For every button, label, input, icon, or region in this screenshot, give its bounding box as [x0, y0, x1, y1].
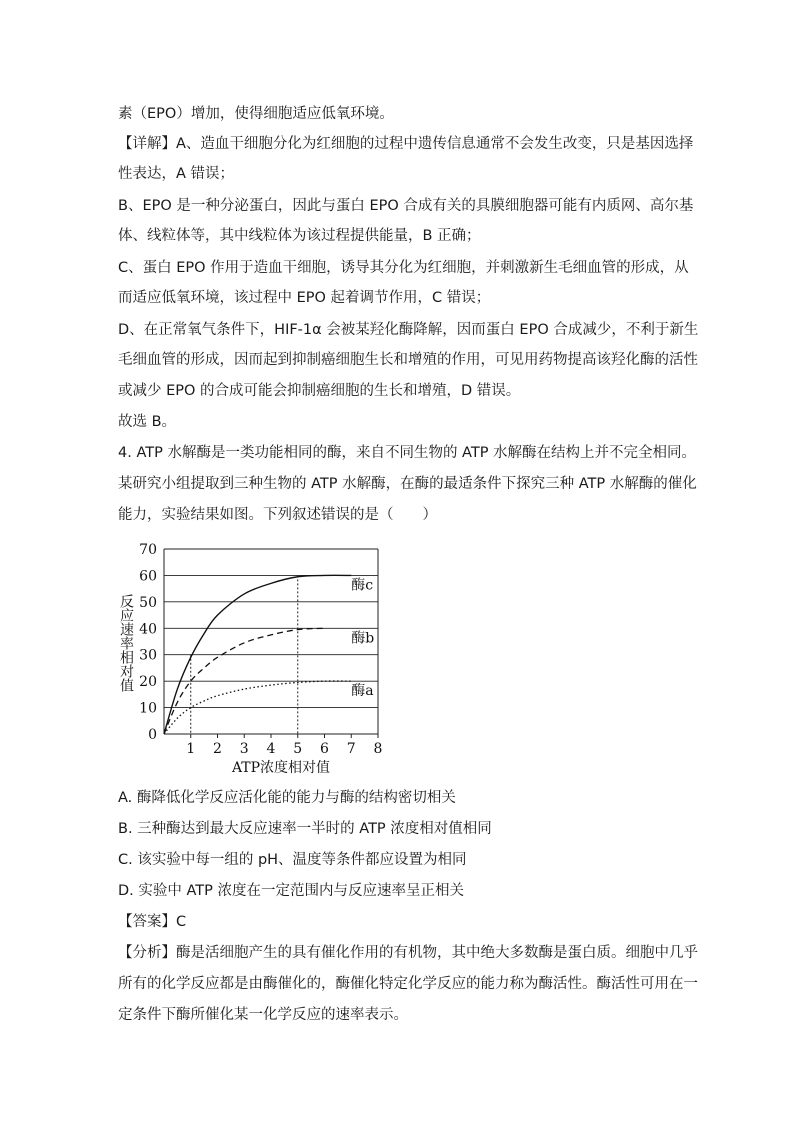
option-a: A. 酶降低化学反应活化能的能力与酶的结构密切相关 — [118, 790, 456, 806]
x-tick-label: 1 — [186, 741, 196, 757]
question-stem-line: 能力，实验结果如图。下列叙述错误的是（ ） — [118, 507, 437, 523]
text-line: D、在正常氧气条件下，HIF-1α 会被某羟化酶降解，因而蛋白 EPO 合成减少，不利于新生 — [118, 322, 699, 338]
analysis-line: 【分析】酶是活细胞产生的具有催化作用的有机物，其中绝大多数酶是蛋白质。细胞中几乎 — [118, 945, 698, 961]
text-line: 【详解】A、造血干细胞分化为红细胞的过程中遗传信息通常不会发生改变，只是基因选择 — [118, 136, 694, 152]
y-axis-title: 反应速率相对值 — [118, 594, 134, 692]
y-tick-label: 60 — [139, 568, 157, 585]
text-line: 体、线粒体等，其中线粒体为该过程提供能量，B 正确； — [118, 228, 481, 244]
text-line: C、蛋白 EPO 作用于造血干细胞，诱导其分化为红细胞，并刺激新生毛细血管的形成，从 — [118, 260, 689, 276]
chart-svg — [118, 536, 398, 776]
x-tick-label: 3 — [239, 741, 249, 757]
option-c: C. 该实验中每一组的 pH、温度等条件都应设置为相同 — [118, 852, 467, 868]
option-b: B. 三种酶达到最大反应速率一半时的 ATP 浓度相对值相同 — [118, 821, 492, 837]
option-d: D. 实验中 ATP 浓度在一定范围内与反应速率呈正相关 — [118, 883, 464, 899]
analysis-line: 定条件下酶所催化某一化学反应的速率表示。 — [118, 1007, 408, 1023]
text-line: 或减少 EPO 的合成可能会抑制癌细胞的生长和增殖，D 错误。 — [118, 383, 521, 399]
series-label: 酶b — [351, 630, 375, 647]
question-stem-line: 某研究小组提取到三种生物的 ATP 水解酶，在酶的最适条件下探究三种 ATP 水解酶的催化 — [118, 476, 697, 492]
text-line: 毛细血管的形成，因而起到抑制癌细胞生长和增殖的作用，可见用药物提高该羟化酶的活性 — [118, 352, 698, 368]
series-label: 酶c — [351, 577, 374, 594]
x-tick-label: 6 — [320, 741, 329, 757]
y-tick-label: 40 — [139, 621, 157, 638]
x-axis-title: ATP浓度相对值 — [231, 760, 331, 776]
text-line: 故选 B。 — [118, 414, 177, 430]
x-tick-label: 8 — [373, 741, 383, 757]
y-tick-label: 70 — [139, 542, 157, 558]
question-stem-line: 4. ATP 水解酶是一类功能相同的酶，来自不同生物的 ATP 水解酶在结构上并不完全相同。 — [118, 445, 697, 461]
x-tick-label: 4 — [266, 741, 276, 757]
y-tick-label: 10 — [139, 700, 157, 717]
x-tick-label: 2 — [213, 741, 222, 757]
y-tick-label: 30 — [139, 647, 157, 664]
answer-line: 【答案】C — [118, 914, 187, 930]
series-label: 酶a — [351, 683, 374, 700]
text-line: 性表达，A 错误； — [118, 166, 235, 182]
enzyme-rate-chart — [118, 536, 398, 776]
x-tick-label: 5 — [293, 741, 303, 757]
x-tick-label: 7 — [346, 741, 356, 757]
y-tick-label: 0 — [148, 727, 157, 743]
analysis-line: 所有的化学反应都是由酶催化的，酶催化特定化学反应的能力称为酶活性。酶活性可用在一 — [118, 976, 698, 992]
text-line: B、EPO 是一种分泌蛋白，因此与蛋白 EPO 合成有关的具膜细胞器可能有内质网、高尔基 — [118, 198, 694, 214]
y-tick-label: 20 — [139, 674, 157, 691]
text-line: 而适应低氧环境，该过程中 EPO 起着调节作用，C 错误； — [118, 290, 491, 306]
y-tick-label: 50 — [139, 594, 157, 611]
text-line: 素（EPO）增加，使得细胞适应低氧环境。 — [118, 106, 394, 122]
